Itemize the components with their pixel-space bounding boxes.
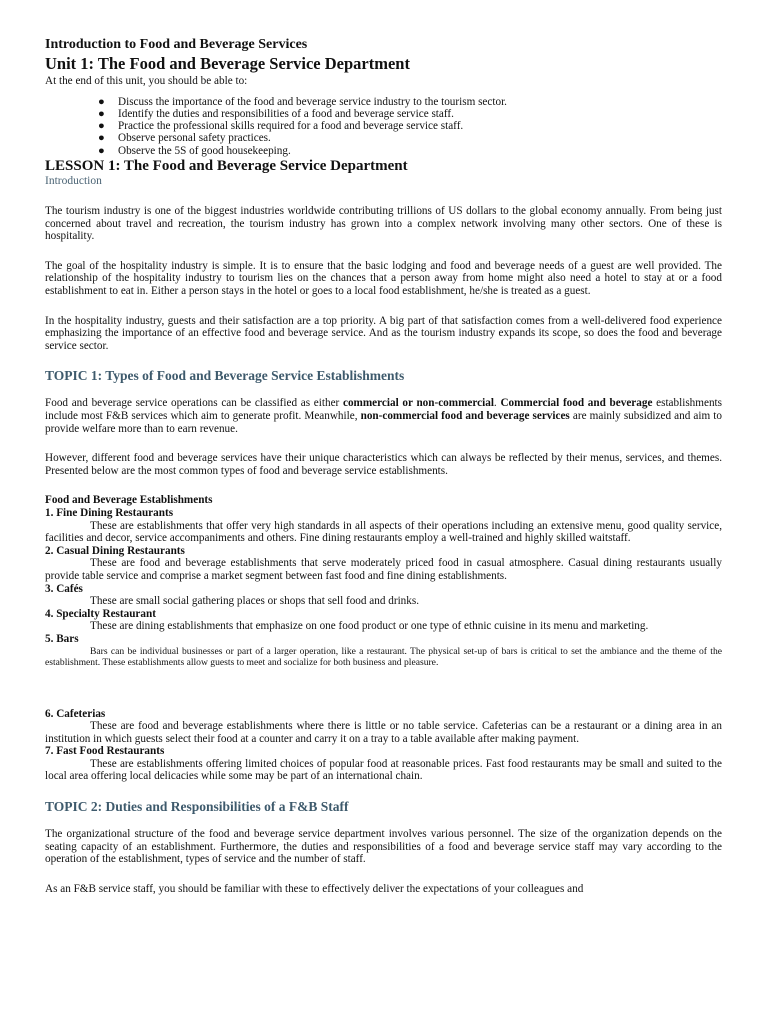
- establishment-title: 4. Specialty Restaurant: [45, 607, 156, 620]
- bullet-icon: ●: [98, 120, 105, 133]
- document-page: [45, 37, 722, 895]
- text-run: Food and beverage service operations can be classified as either: [45, 397, 343, 410]
- objective-item: [98, 95, 722, 108]
- intro-paragraph: The tourism industry is one of the biggest industries worldwide contributing trillions of US dollars to the global economy annually. From being just concerned about travel and recreation, the tourism industry has grown into a complex network involving many other sectors. One of these is hospitality.: [45, 205, 722, 243]
- intro-paragraph: The goal of the hospitality industry is simple. It is to ensure that the basic lodging and food and beverage needs of a guest are well provided. The relationship of the hospitality industry to tourism lies on the chances that a person away from home might also need a hotel to stay at or a food establishment to eat in. Either a person stays in the hotel or goes to a local food establishment, he/she is treated as a guest.: [45, 259, 722, 298]
- bold-run: non-commercial food and beverage services: [360, 410, 570, 423]
- establishment-description: These are food and beverage establishments that serve moderately priced food in casual atmosphere. Casual dining restaurants usually provide table service and comprise a market segment between fast food and fine dining establishments.: [45, 557, 722, 582]
- objective-text: Observe personal safety practices.: [118, 132, 271, 145]
- establishment-description: These are establishments that offer very high standards in all aspects of their operations including an extensive menu, good quality service, facilities and decor, service accompaniments and others. Fine dining restaurants employ a well-trained and highly skilled waitstaff.: [45, 519, 722, 545]
- lesson-title: LESSON 1: The Food and Beverage Service Department: [45, 158, 408, 175]
- text-run: are mainly subsidized and aim to provide welfare more than to earn revenue.: [45, 410, 722, 435]
- bold-run: commercial or non-commercial: [342, 397, 494, 410]
- topic-2-paragraph: The organizational structure of the food and beverage service department involves various personnel. The size of the organization depends on the seating capacity of an establishment. Furthermore, the duties and responsibilities of a food and beverage service staff may vary according to the operation of the establishment, types of service and the number of staff.: [45, 828, 722, 866]
- objective-item: [98, 144, 722, 157]
- objective-text: Practice the professional skills required for a food and beverage service staff.: [118, 120, 464, 133]
- topic-1-title: TOPIC 1: Types of Food and Beverage Service Establishments: [45, 368, 405, 384]
- establishment-description: Bars can be individual businesses or part of a larger operation, like a restaurant. The physical set-up of bars is critical to set the ambiance and the theme of the establishment. These establishments allow guests to meet and socialize for both business and pleasure.: [45, 645, 722, 669]
- objective-text: Discuss the importance of the food and beverage service industry to the tourism sector.: [118, 95, 507, 108]
- unit-title: Unit 1: The Food and Beverage Service Department: [45, 54, 410, 73]
- objective-item: [98, 132, 722, 145]
- objective-text: Observe the 5S of good housekeeping.: [118, 144, 291, 157]
- bullet-icon: ●: [98, 95, 105, 108]
- topic-1-paragraph: However, different food and beverage services have their unique characteristics which can always be reflected by their menus, services, and themes. Presented below are the most common types of food and beverage service establishments.: [45, 452, 722, 477]
- establishment-description: These are establishments offering limited choices of popular food at reasonable prices. Fast food restaurants may be small and suited to the local area offering local delicacies while some may be part of an international chain.: [45, 757, 722, 783]
- course-title: Introduction to Food and Beverage Services: [45, 37, 308, 52]
- topic-2-title: TOPIC 2: Duties and Responsibilities of a F&B Staff: [45, 799, 349, 815]
- establishment-title: 1. Fine Dining Restaurants: [45, 506, 174, 519]
- establishment-title: 3. Cafés: [45, 582, 83, 595]
- establishment-title: 2. Casual Dining Restaurants: [45, 544, 185, 557]
- intro-paragraph: In the hospitality industry, guests and their satisfaction are a top priority. A big part of that satisfaction comes from a well-delivered food experience emphasizing the importance of an effective food and beverage service. And as the tourism industry expands its scope, so does the food and beverage service sector.: [45, 314, 722, 352]
- objectives-intro: At the end of this unit, you should be able to:: [45, 75, 248, 87]
- establishment-title: 5. Bars: [45, 632, 79, 645]
- establishment-description: These are dining establishments that emphasize on one food product or one type of ethnic cuisine in its menu and marketing.: [90, 620, 649, 633]
- lesson-subheading: Introduction: [45, 175, 102, 188]
- establishment-title: 6. Cafeterias: [45, 707, 106, 720]
- text-run: establishments include most F&B services which aim to generate profit. Meanwhile,: [45, 397, 723, 423]
- objective-item: [98, 107, 722, 120]
- bullet-icon: ●: [98, 107, 105, 120]
- establishments-heading: Food and Beverage Establishments: [45, 494, 213, 507]
- bold-run: Commercial food and beverage: [500, 397, 653, 410]
- objective-item: [98, 120, 722, 133]
- bullet-icon: ●: [98, 144, 105, 157]
- establishment-title: 7. Fast Food Restaurants: [45, 745, 165, 758]
- objectives-list: [45, 96, 722, 157]
- establishment-description: These are food and beverage establishments where there is little or no table service. Cafeterias can be a restaurant or a dining area in an institution in which guests select their food at a counter and carry it on a tray to a table available after making payment.: [45, 720, 722, 745]
- objective-text: Identify the duties and responsibilities of a food and beverage service staff.: [118, 107, 454, 120]
- text-run: .: [493, 397, 501, 410]
- establishment-description: These are small social gathering places or shops that sell food and drinks.: [90, 595, 420, 608]
- bullet-icon: ●: [98, 132, 105, 145]
- topic-2-paragraph: As an F&B service staff, you should be familiar with these to effectively deliver the expectations of your colleagues and: [45, 882, 584, 895]
- topic-1-paragraph: [45, 397, 722, 435]
- blank-space: [45, 669, 722, 708]
